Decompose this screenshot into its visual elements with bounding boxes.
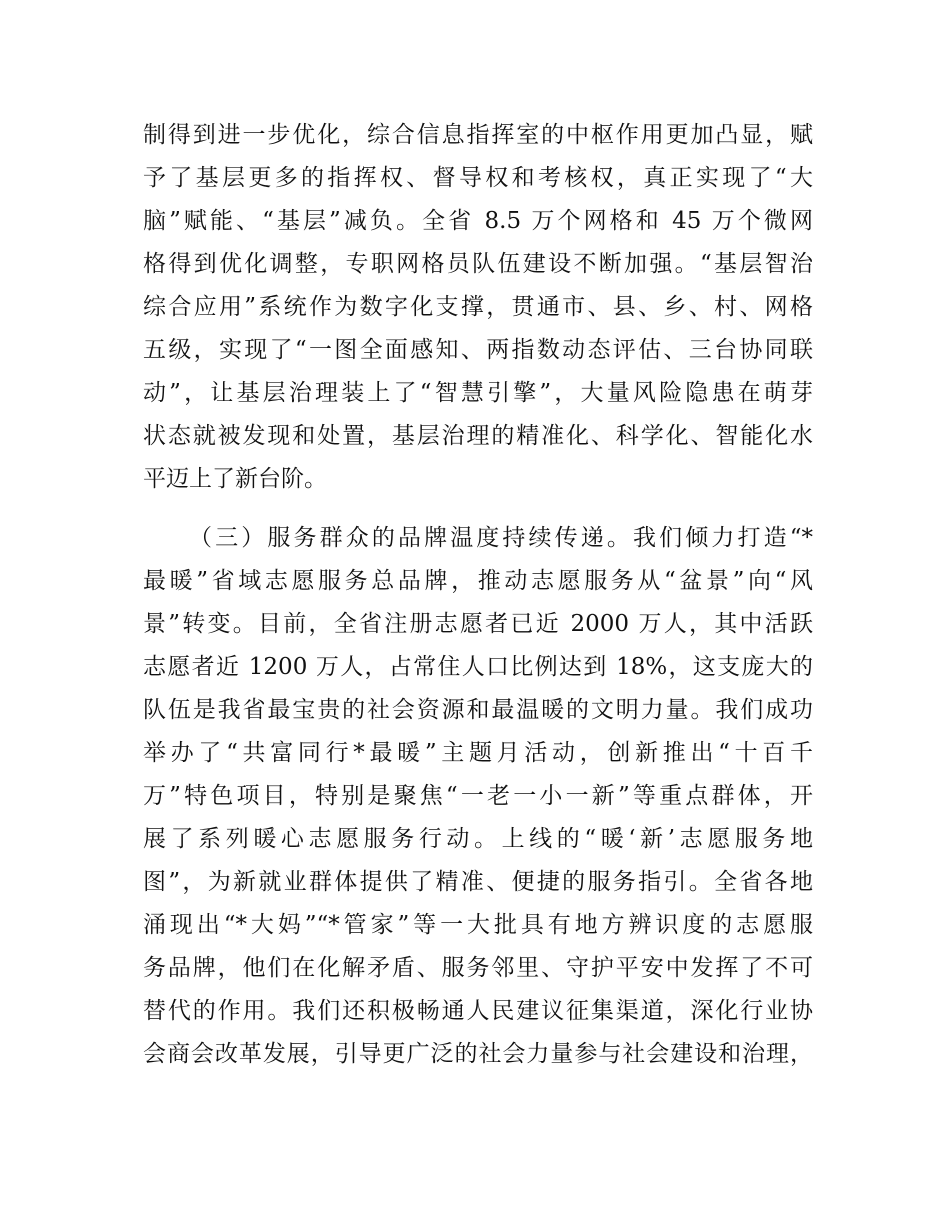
paragraph-1-line-1: 制得到进一步优化，综合信息指挥室的中枢作用更加凸显，赋 (143, 122, 813, 148)
paragraph-1-line-8: 状态就被发现和处置，基层治理的精准化、科学化、智能化水 (143, 423, 813, 449)
paragraph-1-line-3: 脑”赋能、“基层”减负。全省 8.5 万个网格和 45 万个微网 (143, 208, 813, 234)
paragraph-2-line-2: 最暖”省域志愿服务总品牌，推动志愿服务从“盆景”向“风 (143, 568, 813, 594)
paragraph-1-line-7: 动”，让基层治理装上了“智慧引擎”，大量风险隐患在萌芽 (143, 380, 813, 406)
paragraph-2-line-6: 举办了“共富同行*最暖”主题月活动，创新推出“十百千 (143, 740, 813, 766)
paragraph-2-line-4: 志愿者近 1200 万人，占常住人口比例达到 18%，这支庞大的 (143, 654, 813, 680)
paragraph-2-line-12: 替代的作用。我们还积极畅通人民建议征集渠道，深化行业协 (143, 998, 813, 1024)
paragraph-2-line-9: 图”，为新就业群体提供了精准、便捷的服务指引。全省各地 (143, 869, 813, 895)
paragraph-2-line-11: 务品牌，他们在化解矛盾、服务邻里、守护平安中发挥了不可 (143, 955, 813, 981)
paragraph-2-line-13: 会商会改革发展，引导更广泛的社会力量参与社会建设和治理， (143, 1041, 813, 1067)
paragraph-2-line-10: 涌现出“*大妈”“*管家”等一大批具有地方辨识度的志愿服 (143, 912, 813, 938)
paragraph-1-line-2: 予了基层更多的指挥权、督导权和考核权，真正实现了“大 (143, 165, 813, 191)
paragraph-2-line-3: 景”转变。目前，全省注册志愿者已近 2000 万人，其中活跃 (143, 611, 813, 637)
paragraph-2-line-5: 队伍是我省最宝贵的社会资源和最温暖的文明力量。我们成功 (143, 697, 813, 723)
paragraph-2-line-7: 万”特色项目，特别是聚焦“一老一小一新”等重点群体，开 (143, 783, 813, 809)
paragraph-2-line-1: （三）服务群众的品牌温度持续传递。我们倾力打造“* (189, 525, 813, 551)
paragraph-1-line-5: 综合应用”系统作为数字化支撑，贯通市、县、乡、村、网格 (143, 294, 813, 320)
paragraph-1-line-6: 五级，实现了“一图全面感知、两指数动态评估、三台协同联 (143, 337, 813, 363)
paragraph-1-line-9: 平迈上了新台阶。 (143, 466, 327, 492)
paragraph-2-line-8: 展了系列暖心志愿服务行动。上线的“暖‘新’志愿服务地 (143, 826, 813, 852)
paragraph-1-line-4: 格得到优化调整，专职网格员队伍建设不断加强。“基层智治 (143, 251, 813, 277)
